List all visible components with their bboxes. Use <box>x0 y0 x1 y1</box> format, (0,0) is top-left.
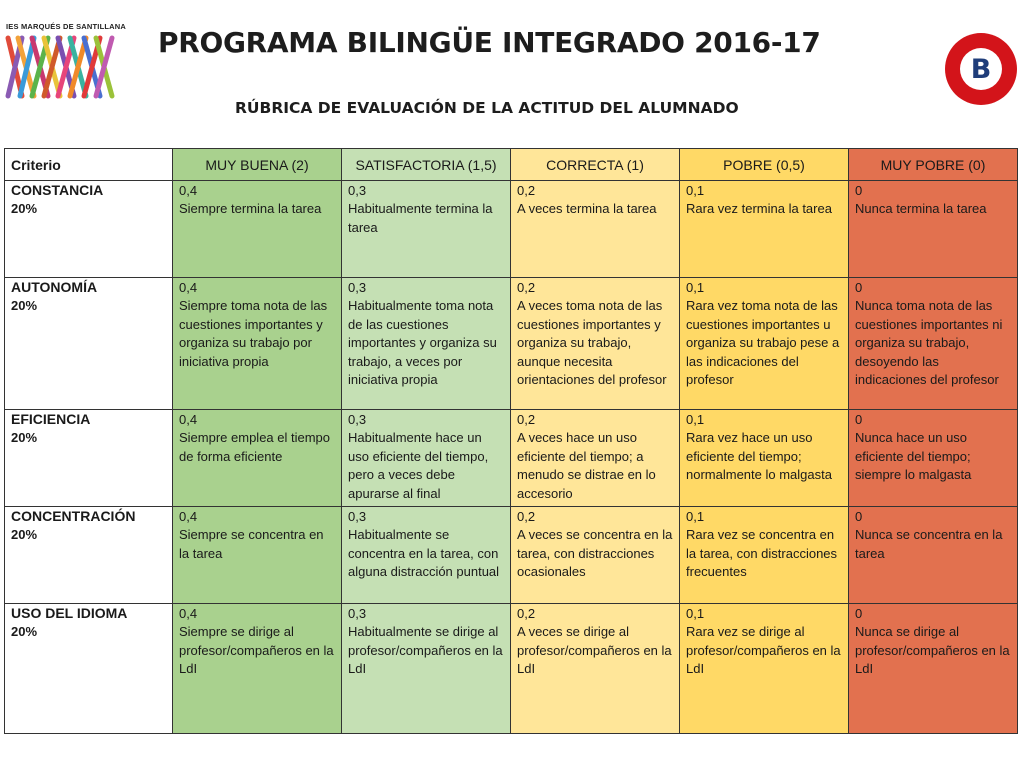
cell-score: 0,4 <box>179 280 198 295</box>
criterion-name: CONSTANCIA <box>11 182 104 198</box>
cell-score: 0,1 <box>686 606 705 621</box>
cell-score: 0,4 <box>179 412 198 427</box>
rubric-cell <box>342 181 511 278</box>
column-header-criterio: Criterio <box>5 149 173 181</box>
cell-description: Rara vez toma nota de las cuestiones importantes u organiza su trabajo pese a las indicaciones del profesor <box>686 298 840 388</box>
column-header-pobre: POBRE (0,5) <box>680 149 849 181</box>
rubric-cell <box>511 604 680 734</box>
cell-description: Nunca se concentra en la tarea <box>855 527 1003 561</box>
criterion-cell <box>5 278 173 410</box>
rubric-cell <box>849 181 1018 278</box>
cell-score: 0,3 <box>348 280 367 295</box>
cell-description: Rara vez se dirige al profesor/compañeros en la LdI <box>686 624 841 677</box>
cell-score: 0,4 <box>179 183 198 198</box>
school-logo-figures-icon <box>4 34 116 100</box>
cell-description: Nunca se dirige al profesor/compañeros en la LdI <box>855 624 1010 677</box>
rubric-cell <box>680 410 849 507</box>
rubric-cell <box>680 604 849 734</box>
bilingual-badge <box>945 33 1017 105</box>
cell-score: 0,1 <box>686 280 705 295</box>
column-header-muy-buena: MUY BUENA (2) <box>173 149 342 181</box>
cell-score: 0,3 <box>348 412 367 427</box>
rubric-cell <box>849 507 1018 604</box>
rubric-cell <box>173 410 342 507</box>
cell-description: Nunca toma nota de las cuestiones importantes ni organiza su trabajo, desoyendo las indicaciones del profesor <box>855 298 1003 388</box>
cell-score: 0,3 <box>348 606 367 621</box>
column-header-correcta: CORRECTA (1) <box>511 149 680 181</box>
cell-score: 0,2 <box>517 509 536 524</box>
cell-description: Habitualmente se concentra en la tarea, con alguna distracción puntual <box>348 527 500 580</box>
cell-score: 0,1 <box>686 509 705 524</box>
column-header-satisfactoria: SATISFACTORIA (1,5) <box>342 149 511 181</box>
rubric-cell <box>680 181 849 278</box>
rubric-cell <box>849 410 1018 507</box>
criterion-name: CONCENTRACIÓN <box>11 508 136 524</box>
badge-letter: B <box>960 48 1002 90</box>
table-row <box>5 181 1018 278</box>
rubric-cell <box>680 278 849 410</box>
cell-description: Rara vez se concentra en la tarea, con distracciones frecuentes <box>686 527 838 580</box>
cell-description: Siempre se dirige al profesor/compañeros en la LdI <box>179 624 334 677</box>
cell-description: Rara vez termina la tarea <box>686 201 832 217</box>
cell-score: 0 <box>855 509 863 524</box>
cell-description: Siempre termina la tarea <box>179 201 322 217</box>
rubric-table <box>4 148 1018 734</box>
cell-score: 0,3 <box>348 183 367 198</box>
cell-score: 0,2 <box>517 183 536 198</box>
school-logo <box>4 22 127 106</box>
cell-description: A veces toma nota de las cuestiones importantes y organiza su trabajo, aunque necesita orientaciones del profesor <box>517 298 667 388</box>
cell-score: 0,4 <box>179 606 198 621</box>
rubric-cell <box>849 604 1018 734</box>
cell-description: Nunca hace un uso eficiente del tiempo; siempre lo malgasta <box>855 430 972 483</box>
cell-description: A veces se dirige al profesor/compañeros en la LdI <box>517 624 672 677</box>
cell-score: 0,4 <box>179 509 198 524</box>
rubric-cell <box>342 410 511 507</box>
rubric-cell <box>511 507 680 604</box>
criterion-cell <box>5 410 173 507</box>
rubric-cell <box>342 604 511 734</box>
criterion-weight: 20% <box>11 430 38 445</box>
table-row <box>5 410 1018 507</box>
cell-score: 0,2 <box>517 412 536 427</box>
criterion-weight: 20% <box>11 624 38 639</box>
criterion-name: EFICIENCIA <box>11 411 91 427</box>
rubric-cell <box>680 507 849 604</box>
cell-score: 0 <box>855 606 863 621</box>
criterion-cell <box>5 507 173 604</box>
cell-description: Habitualmente hace un uso eficiente del tiempo, pero a veces debe apurarse al final <box>348 430 489 501</box>
rubric-cell <box>849 278 1018 410</box>
cell-score: 0,1 <box>686 183 705 198</box>
cell-score: 0,3 <box>348 509 367 524</box>
cell-description: A veces termina la tarea <box>517 201 657 217</box>
criterion-name: AUTONOMÍA <box>11 279 98 295</box>
cell-description: A veces se concentra en la tarea, con distracciones ocasionales <box>517 527 673 580</box>
rubric-cell <box>173 181 342 278</box>
page-title: PROGRAMA BILINGÜE INTEGRADO 2016-17 <box>158 26 821 59</box>
table-row <box>5 604 1018 734</box>
rubric-cell <box>173 604 342 734</box>
table-row <box>5 507 1018 604</box>
school-name: IES MARQUÉS DE SANTILLANA <box>6 22 127 31</box>
cell-description: Rara vez hace un uso eficiente del tiempo; normalmente lo malgasta <box>686 430 832 483</box>
column-header-muy-pobre: MUY POBRE (0) <box>849 149 1018 181</box>
criterion-cell <box>5 604 173 734</box>
cell-description: Nunca termina la tarea <box>855 201 987 217</box>
cell-description: Siempre toma nota de las cuestiones importantes y organiza su trabajo por iniciativa propia <box>179 298 328 369</box>
rubric-cell <box>173 507 342 604</box>
cell-description: Siempre se concentra en la tarea <box>179 527 324 561</box>
cell-score: 0 <box>855 183 863 198</box>
rubric-cell <box>173 278 342 410</box>
rubric-cell <box>511 278 680 410</box>
cell-score: 0,1 <box>686 412 705 427</box>
criterion-weight: 20% <box>11 527 38 542</box>
criterion-cell <box>5 181 173 278</box>
criterion-weight: 20% <box>11 298 38 313</box>
cell-score: 0,2 <box>517 280 536 295</box>
cell-description: Habitualmente toma nota de las cuestiones importantes y organiza su trabajo, a veces por iniciativa propia <box>348 298 497 388</box>
cell-description: Habitualmente termina la tarea <box>348 201 493 235</box>
page-subtitle: RÚBRICA DE EVALUACIÓN DE LA ACTITUD DEL ALUMNADO <box>235 99 739 117</box>
rubric-cell <box>342 507 511 604</box>
rubric-cell <box>511 410 680 507</box>
criterion-weight: 20% <box>11 201 38 216</box>
cell-score: 0 <box>855 412 863 427</box>
table-row <box>5 278 1018 410</box>
criterion-name: USO DEL IDIOMA <box>11 605 128 621</box>
cell-description: Siempre emplea el tiempo de forma eficiente <box>179 430 331 464</box>
rubric-cell <box>342 278 511 410</box>
cell-score: 0 <box>855 280 863 295</box>
cell-score: 0,2 <box>517 606 536 621</box>
cell-description: A veces hace un uso eficiente del tiempo; a menudo se distrae en lo accesorio <box>517 430 656 501</box>
cell-description: Habitualmente se dirige al profesor/compañeros en la LdI <box>348 624 503 677</box>
table-header-row <box>5 149 1018 181</box>
rubric-cell <box>511 181 680 278</box>
